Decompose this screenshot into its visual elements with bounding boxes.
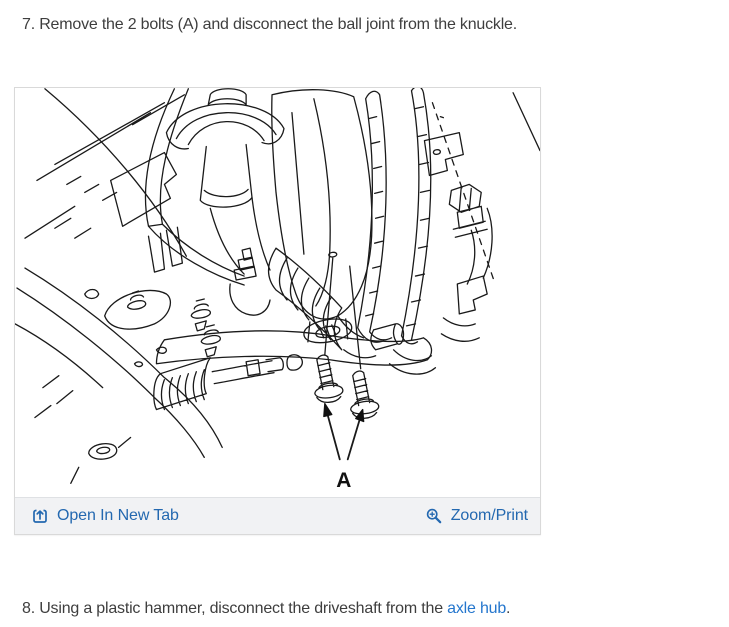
caliper-group	[424, 93, 540, 342]
zoom-print-label: Zoom/Print	[450, 507, 528, 524]
open-in-new-tab-link[interactable]	[31, 507, 179, 525]
step-8-text-after: .	[506, 600, 511, 617]
open-in-new-tab-label: Open In New Tab	[57, 507, 179, 524]
figure-card	[14, 87, 541, 535]
step-7-instruction: 7. Remove the 2 bolts (A) and disconnect the ball joint from the knuckle.	[22, 16, 518, 33]
control-arm-group	[156, 331, 431, 365]
step-8-instruction	[22, 597, 709, 620]
frame-group	[15, 89, 222, 483]
tie-rod-group	[154, 355, 302, 410]
axle-hub-link[interactable]: axle hub	[447, 600, 507, 617]
rotor-group	[358, 88, 431, 344]
figure-footer	[15, 497, 540, 534]
zoom-print-link[interactable]	[425, 507, 528, 525]
strut-group	[166, 89, 284, 274]
open-in-new-tab-icon	[31, 507, 49, 525]
diagram-image	[15, 88, 540, 497]
step-8-text-before: 8. Using a plastic hammer, disconnect the driveshaft from the	[22, 600, 448, 617]
ball-joint-group	[230, 248, 404, 350]
cv-boot-group	[269, 248, 342, 350]
magnifier-plus-icon	[425, 507, 443, 525]
label-a: A	[336, 469, 352, 493]
callout-a-group	[324, 404, 364, 493]
ball-joint-diagram	[15, 88, 540, 497]
